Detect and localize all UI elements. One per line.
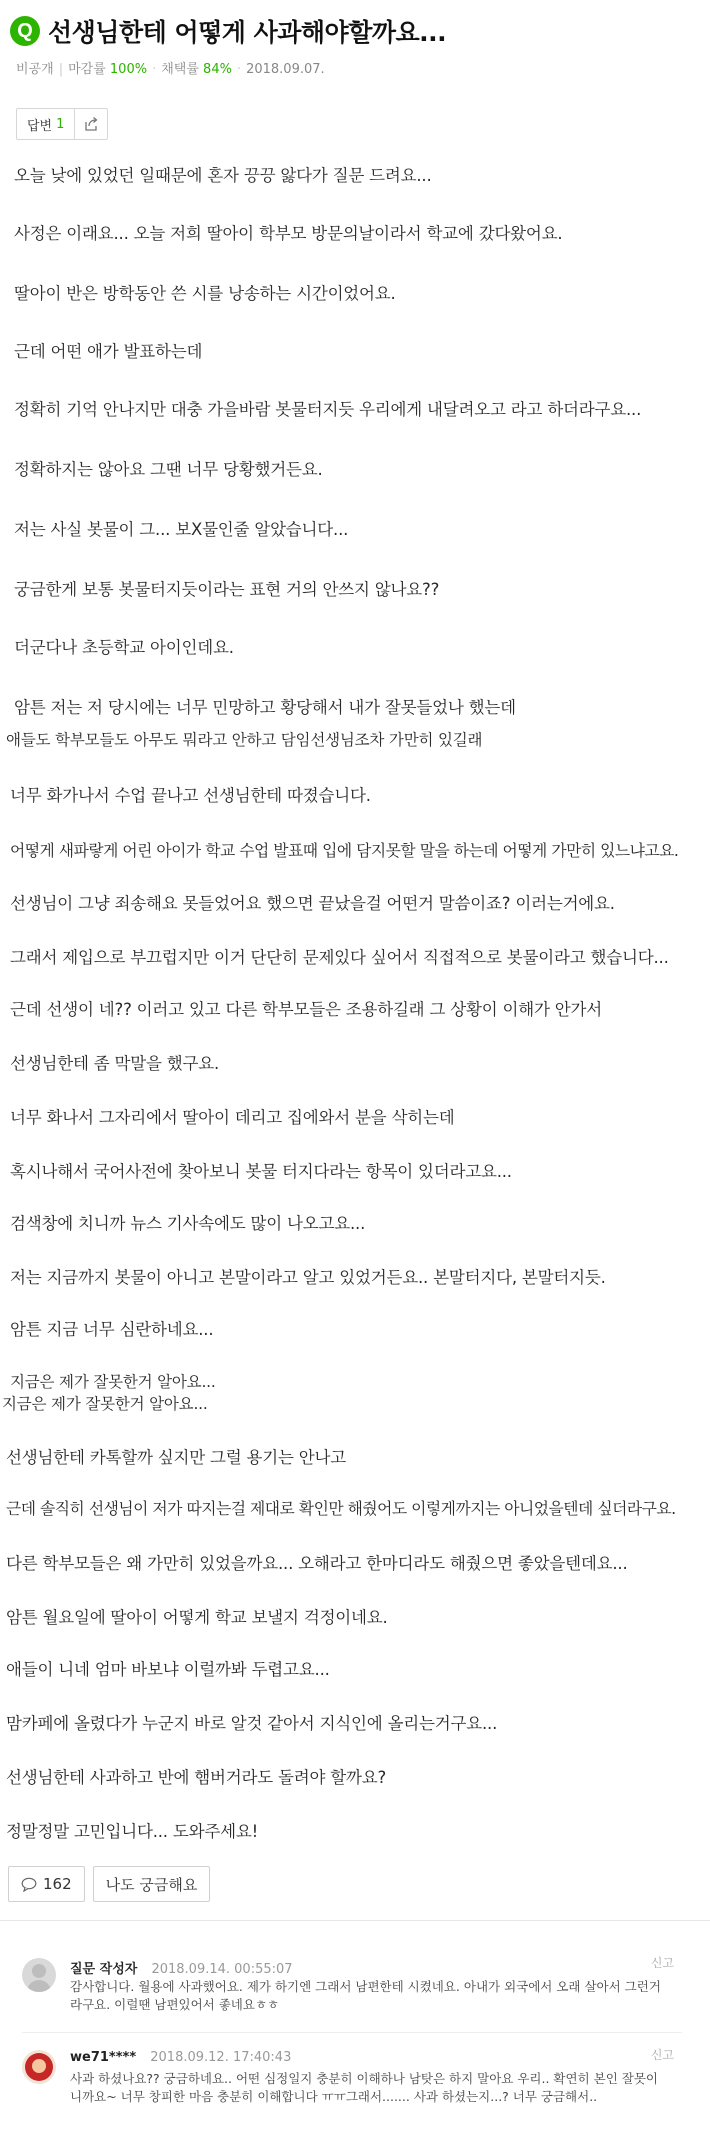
body-paragraph: 딸아이 반은 방학동안 쓴 시를 낭송하는 시간이었어요. bbox=[14, 284, 396, 303]
body-paragraph: 근데 선생이 네?? 이러고 있고 다른 학부모들은 조용하길래 그 상황이 이해가 안가서 bbox=[10, 1000, 602, 1019]
comment-header bbox=[70, 1958, 293, 1977]
deadline-value: 100% bbox=[109, 62, 148, 77]
body-paragraph: 다른 학부모들은 왜 가만히 있었을까요... 오해라고 한마디라도 해줬으면 좋았을텐데요... bbox=[6, 1554, 628, 1573]
comment-button[interactable] bbox=[8, 1866, 85, 1902]
answer-label: 답변 bbox=[27, 118, 53, 134]
report-link[interactable]: 신고 bbox=[650, 1956, 674, 1970]
avatar bbox=[22, 1958, 56, 1992]
avatar bbox=[22, 2050, 56, 2084]
visibility-label: 비공개 bbox=[16, 62, 54, 77]
body-paragraph: 선생님한테 사과하고 반에 햄버거라도 돌려야 할까요? bbox=[6, 1768, 387, 1787]
comment-item bbox=[22, 1958, 682, 2028]
body-paragraph: 암튼 지금 너무 심란하네요... bbox=[10, 1320, 214, 1339]
comment-author: 질문 작성자 bbox=[70, 1962, 138, 1977]
body-paragraph: 궁금한게 보통 봇물터지듯이라는 표현 거의 안쓰지 않나요?? bbox=[14, 580, 440, 599]
body-paragraph: 맘카페에 올렸다가 누군지 바로 알것 같아서 지식인에 올리는거구요... bbox=[6, 1714, 498, 1733]
body-paragraph: 선생님한테 카톡할까 싶지만 그럴 용기는 안나고 bbox=[6, 1448, 347, 1467]
comment-divider bbox=[22, 2032, 682, 2033]
body-paragraph: 검색창에 치니까 뉴스 기사속에도 많이 나오고요... bbox=[10, 1214, 366, 1233]
selection-label: 채택률 bbox=[161, 62, 199, 77]
body-paragraph: 지금은 제가 잘못한거 알아요... bbox=[2, 1395, 208, 1413]
body-paragraph: 그래서 제입으로 부끄럽지만 이거 단단히 문제있다 싶어서 직접적으로 봇물이라고 했습니다... bbox=[10, 948, 669, 967]
body-paragraph: 선생님이 그냥 죄송해요 못들었어요 했으면 끝났을걸 어떤거 말씀이죠? 이러는거에요. bbox=[10, 894, 615, 913]
body-paragraph: 정확히 기억 안나지만 대충 가을바람 봇물터지듯 우리에게 내달려오고 라고 하더라구요... bbox=[14, 400, 642, 419]
report-link[interactable]: 신고 bbox=[650, 2048, 674, 2062]
comment-count: 162 bbox=[43, 1875, 72, 1893]
curious-button[interactable]: 나도 궁금해요 bbox=[93, 1866, 211, 1902]
body-paragraph: 암튼 월요일에 딸아이 어떻게 학교 보낼지 걱정이네요. bbox=[6, 1608, 388, 1627]
comment-header bbox=[70, 2050, 291, 2065]
body-paragraph: 너무 화나서 그자리에서 딸아이 데리고 집에와서 분을 삭히는데 bbox=[10, 1108, 455, 1127]
body-paragraph: 암튼 저는 저 당시에는 너무 민망하고 황당해서 내가 잘못들었나 했는데 bbox=[14, 698, 516, 717]
body-paragraph: 혹시나해서 국어사전에 찾아보니 봇물 터지다라는 항목이 있더라고요... bbox=[10, 1162, 512, 1181]
comment-text: 감사합니다. 월용에 사과했어요. 제가 하기엔 그래서 남편한테 시켰네요. 아내가 외국에서 오래 살아서 그런거라구요. 이럴땐 남편있어서 좋네요ㅎㅎ bbox=[70, 1979, 661, 2012]
comment-item bbox=[22, 2050, 682, 2126]
comment-date: 2018.09.14. 00:55:07 bbox=[151, 1962, 293, 1977]
answer-count-button[interactable] bbox=[17, 109, 75, 139]
body-paragraph: 애들이 니네 엄마 바보냐 이럴까봐 두렵고요... bbox=[6, 1660, 330, 1679]
selection-value: 84% bbox=[203, 62, 232, 77]
body-paragraph: 선생님한테 좀 막말을 했구요. bbox=[10, 1054, 220, 1073]
deadline-label: 마감률 bbox=[68, 62, 106, 77]
question-title: 선생님한테 어떻게 사과해야할까요... bbox=[48, 18, 447, 47]
body-paragraph: 오늘 낮에 있었던 일때문에 혼자 끙끙 앓다가 질문 드려요... bbox=[14, 166, 432, 185]
body-paragraph: 정말정말 고민입니다... 도와주세요! bbox=[6, 1822, 258, 1841]
comment-text: 사과 하셨나요?? 궁금하네요.. 어떤 심정일지 충분히 이해하나 남탓은 하지 말아요 우리.. 확연히 본인 잘못이니까요~ 너무 창피한 마음 충분히 이해합니다 ㅠㅠ그래서....... 사과 하셨는지...? 너무 궁금해서.. bbox=[70, 2071, 658, 2104]
answer-count: 1 bbox=[56, 116, 65, 132]
body-paragraph: 근데 솔직히 선생님이 저가 따지는걸 제대로 확인만 해줬어도 이렇게까지는 아니었을텐데 싶더라구요. bbox=[6, 1499, 676, 1518]
question-meta: 비공개 | 마감률 100% · 채택률 84% · 2018.09.07. bbox=[16, 62, 325, 77]
body-paragraph: 지금은 제가 잘못한거 알아요... bbox=[10, 1373, 216, 1391]
comment-author: we71**** bbox=[70, 2050, 137, 2065]
question-toolbar bbox=[16, 108, 108, 140]
share-icon bbox=[83, 116, 99, 132]
body-paragraph: 저는 사실 봇물이 그... 보X물인줄 알았습니다... bbox=[14, 520, 349, 539]
body-paragraph: 너무 화가나서 수업 끝나고 선생님한테 따졌습니다. bbox=[10, 786, 371, 805]
body-paragraph: 사정은 이래요... 오늘 저희 딸아이 학부모 방문의날이라서 학교에 갔다왔어요. bbox=[14, 224, 563, 243]
share-button[interactable] bbox=[75, 109, 107, 139]
section-divider bbox=[0, 1920, 710, 1921]
body-paragraph: 더군다나 초등학교 아이인데요. bbox=[14, 638, 234, 657]
body-paragraph: 어떻게 새파랗게 어린 아이가 학교 수업 발표때 입에 담지못할 말을 하는데 어떻게 가만히 있느냐고요. bbox=[10, 841, 679, 860]
question-header bbox=[10, 14, 700, 48]
body-paragraph: 애들도 학부모들도 아무도 뭐라고 안하고 담임선생님조차 가만히 있길래 bbox=[6, 731, 483, 749]
comment-date: 2018.09.12. 17:40:43 bbox=[150, 2050, 292, 2065]
question-date: 2018.09.07. bbox=[246, 62, 325, 77]
question-actions bbox=[8, 1866, 210, 1902]
body-paragraph: 저는 지금까지 봇물이 아니고 본말이라고 알고 있었거든요.. 본말터지다, 본말터지듯. bbox=[10, 1268, 606, 1287]
comment-icon bbox=[21, 1877, 37, 1892]
question-q-icon: Q bbox=[10, 16, 40, 46]
body-paragraph: 근데 어떤 애가 발표하는데 bbox=[14, 342, 203, 361]
body-paragraph: 정확하지는 않아요 그땐 너무 당황했거든요. bbox=[14, 460, 323, 479]
